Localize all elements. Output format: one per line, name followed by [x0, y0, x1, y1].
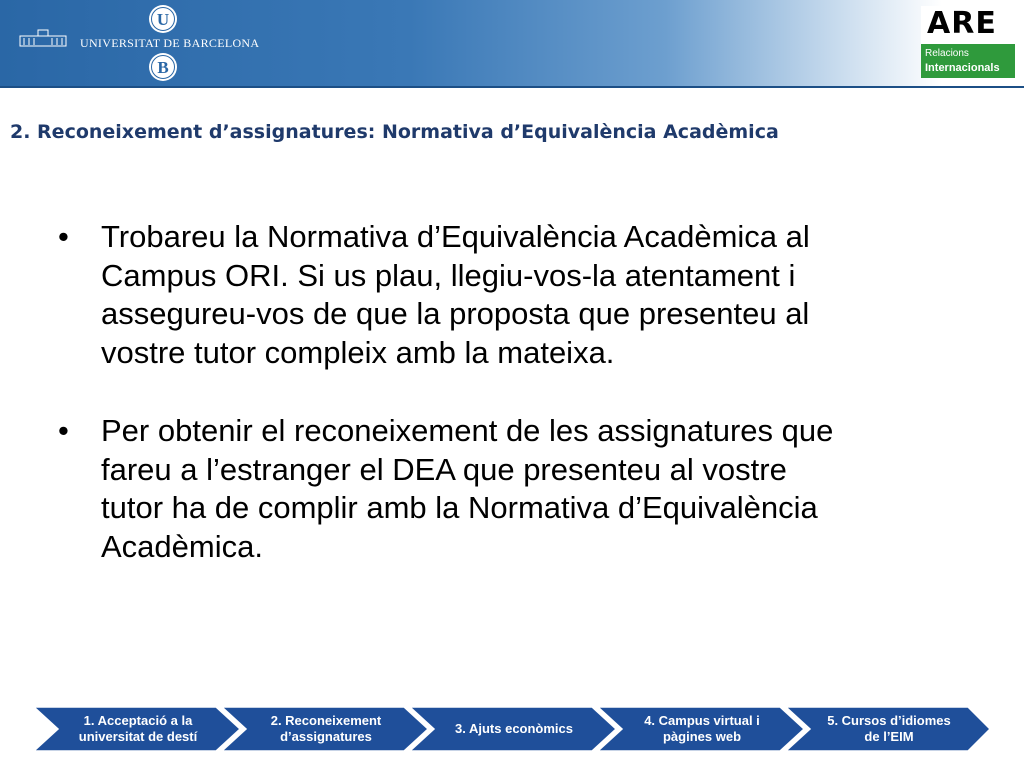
- nav-item-line: 4. Campus virtual i: [644, 713, 760, 728]
- university-seal-b-icon: [148, 52, 178, 82]
- bullet-list: [58, 218, 988, 606]
- university-seal-u-icon: [148, 4, 178, 34]
- are-logo-subtitle-2: Internacionals: [925, 62, 1000, 74]
- nav-item-line: de l’EIM: [864, 729, 914, 744]
- bullet-dot-icon: •: [58, 219, 69, 254]
- nav-item-ajuts[interactable]: [434, 705, 594, 753]
- bullet-line: Per obtenir el reconeixement de les assignatures que: [101, 413, 834, 448]
- nav-item-line: 5. Cursos d’idiomes: [827, 713, 951, 728]
- nav-item-acceptacio[interactable]: [58, 705, 218, 753]
- bullet-line: Acadèmica.: [101, 528, 263, 564]
- are-logo-subtitle-1: Relacions: [925, 48, 969, 59]
- are-logo: [921, 6, 1015, 78]
- are-logo-title: ARE: [927, 6, 997, 41]
- nav-item-line: universitat de destí: [78, 729, 198, 744]
- bullet-line: Trobareu la Normativa d’Equivalència Acadèmica al: [101, 219, 810, 254]
- header-banner: [0, 0, 1024, 88]
- bullet-line: Campus ORI. Si us plau, llegiu-vos-la atentament i: [101, 257, 796, 293]
- nav-item-line: 3. Ajuts econòmics: [455, 721, 573, 736]
- nav-item-campus-virtual[interactable]: [622, 705, 782, 753]
- bullet-line: assegureu-vos de que la proposta que presenteu al: [101, 296, 810, 331]
- nav-item-line: pàgines web: [662, 729, 742, 744]
- nav-item-line: 2. Reconeixement: [270, 713, 382, 728]
- bullet-line: vostre tutor compleix amb la mateixa.: [101, 334, 615, 370]
- university-name: UNIVERSITAT DE BARCELONA: [80, 36, 260, 50]
- slide-title: 2. Reconeixement d’assignatures: Normativa d’Equivalència Acadèmica: [10, 121, 779, 143]
- section-nav: [32, 705, 992, 753]
- nav-item-cursos-idiomes[interactable]: [810, 705, 968, 753]
- bullet-item: [58, 412, 988, 566]
- bullet-item: [58, 218, 988, 372]
- svg-text:B: B: [157, 58, 169, 77]
- nav-item-line: 1. Acceptació a la: [83, 713, 193, 728]
- university-building-icon: [18, 28, 68, 48]
- bullet-dot-icon: •: [58, 413, 69, 448]
- bullet-line: fareu a l’estranger el DEA que presenteu al vostre: [101, 451, 787, 487]
- nav-item-line: d’assignatures: [280, 729, 372, 744]
- nav-item-reconeixement[interactable]: [246, 705, 406, 753]
- bullet-line: tutor ha de complir amb la Normativa d’Equivalència: [101, 490, 818, 525]
- svg-text:U: U: [156, 10, 170, 29]
